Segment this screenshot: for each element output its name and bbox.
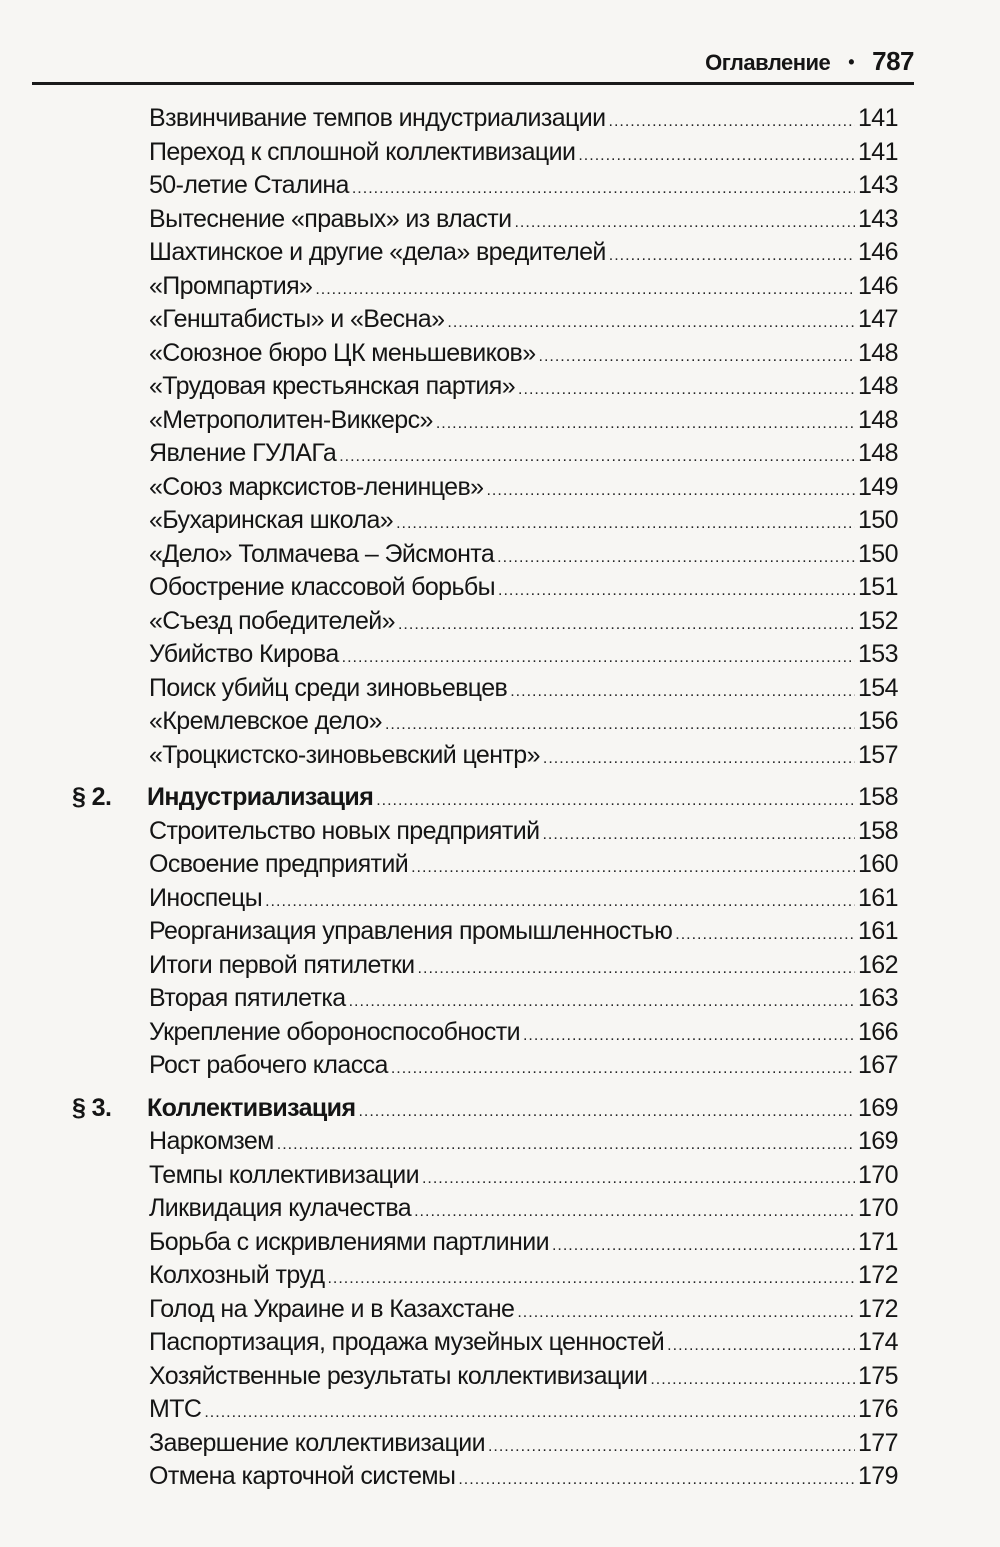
entry-page: 156: [858, 707, 898, 735]
entry-page: 161: [858, 883, 898, 912]
dot-leader: [414, 1195, 855, 1229]
entry-page: 149: [858, 472, 898, 501]
toc-entry[interactable]: [0, 1049, 1000, 1083]
dot-leader: [523, 1019, 855, 1053]
entry-title: Ликвидация кулачества: [149, 1194, 412, 1222]
toc-section-row[interactable]: [0, 781, 1000, 815]
toc-entry[interactable]: [0, 1427, 1000, 1461]
dot-leader: [518, 373, 855, 407]
entry-page: 172: [858, 1294, 898, 1323]
section-page: 158: [858, 783, 898, 811]
toc-entry[interactable]: [0, 1192, 1000, 1226]
entry-page: 146: [858, 271, 898, 300]
dot-leader: [315, 273, 855, 307]
entry-title: «Троцкистско-зиновьевский центр»: [149, 740, 540, 769]
toc-entry[interactable]: [0, 1360, 1000, 1394]
entry-page: 153: [858, 640, 898, 668]
entry-page: 148: [858, 439, 898, 467]
entry-title: Вытеснение «правых» из власти: [149, 204, 512, 233]
entry-page: 170: [858, 1194, 898, 1222]
dot-leader: [510, 675, 855, 709]
entry-title: Хозяйственные результаты коллективизации: [149, 1361, 648, 1390]
dot-leader: [349, 985, 855, 1019]
entry-page: 177: [858, 1428, 898, 1457]
toc-entry[interactable]: [0, 1393, 1000, 1427]
dot-leader: [422, 1162, 855, 1196]
entry-title: Завершение коллективизации: [149, 1428, 485, 1457]
section-number: § 2.: [72, 783, 112, 811]
dot-leader: [578, 139, 855, 173]
dot-leader: [458, 1463, 855, 1497]
entry-page: 148: [858, 405, 898, 434]
toc-entry[interactable]: [0, 672, 1000, 706]
toc-entry[interactable]: [0, 605, 1000, 639]
section-title: Индустриализация: [147, 783, 374, 811]
entry-page: 143: [858, 171, 898, 199]
dot-leader: [391, 1052, 855, 1086]
bullet-icon: •: [848, 52, 855, 72]
toc-entry[interactable]: [0, 949, 1000, 983]
entry-title: «Бухаринская школа»: [149, 506, 394, 534]
entry-title: «Промпартия»: [149, 271, 313, 300]
entry-page: 152: [858, 606, 898, 635]
entry-title: Иноспецы: [149, 883, 263, 912]
entry-title: Убийство Кирова: [149, 640, 339, 668]
entry-title: «Съезд победителей»: [149, 606, 395, 635]
dot-leader: [667, 1329, 855, 1363]
dot-leader: [675, 918, 855, 952]
entry-page: 148: [858, 372, 898, 400]
dot-leader: [543, 742, 855, 776]
entry-title: Рост рабочего класса: [149, 1051, 388, 1079]
entry-page: 158: [858, 816, 898, 845]
dot-leader: [277, 1128, 855, 1162]
toc-entry[interactable]: [0, 1159, 1000, 1193]
toc-entry[interactable]: [0, 1016, 1000, 1050]
dot-leader: [342, 641, 855, 675]
dot-leader: [650, 1363, 855, 1397]
toc-entry[interactable]: [0, 848, 1000, 882]
entry-title: «Союз марксистов-ленинцев»: [149, 472, 484, 501]
dot-leader: [488, 1430, 855, 1464]
entry-title: «Кремлевское дело»: [149, 707, 382, 735]
dot-leader: [436, 407, 855, 441]
header-title: Оглавление: [705, 50, 831, 75]
dot-leader: [398, 608, 855, 642]
section-page: 169: [858, 1093, 898, 1122]
page-number: 787: [872, 46, 914, 76]
toc-entry[interactable]: [0, 982, 1000, 1016]
toc-section-row[interactable]: [0, 1092, 1000, 1126]
toc-entry[interactable]: [0, 1293, 1000, 1327]
dot-leader: [539, 340, 856, 374]
toc-entry[interactable]: [0, 337, 1000, 371]
entry-page: 162: [858, 950, 898, 979]
entry-title: Паспортизация, продажа музейных ценностей: [149, 1328, 665, 1356]
toc-entry[interactable]: [0, 705, 1000, 739]
dot-leader: [411, 851, 855, 885]
entry-page: 169: [858, 1127, 898, 1155]
toc-entry[interactable]: [0, 915, 1000, 949]
entry-title: Наркомзем: [149, 1127, 274, 1155]
entry-title: «Метрополитен-Виккерс»: [149, 405, 433, 434]
entry-title: «Союзное бюро ЦК меньшевиков»: [149, 338, 536, 367]
toc-entry[interactable]: [0, 1460, 1000, 1494]
toc-entry[interactable]: [0, 638, 1000, 672]
entry-title: Укрепление обороноспособности: [149, 1017, 520, 1046]
section-number: § 3.: [72, 1093, 112, 1122]
toc-entry[interactable]: [0, 169, 1000, 203]
entry-title: 50-летие Сталина: [149, 171, 349, 199]
entry-title: Взвинчивание темпов индустриализации: [149, 104, 606, 132]
toc-entry[interactable]: [0, 1226, 1000, 1260]
toc-entry[interactable]: [0, 437, 1000, 471]
entry-page: 143: [858, 204, 898, 233]
entry-title: Явление ГУЛАГа: [149, 439, 337, 467]
entry-page: 150: [858, 539, 898, 568]
toc-entry[interactable]: [0, 538, 1000, 572]
toc-entry[interactable]: [0, 303, 1000, 337]
entry-title: «Генштабисты» и «Весна»: [149, 305, 445, 333]
entry-title: Обострение классовой борьбы: [149, 573, 495, 601]
dot-leader: [486, 474, 855, 508]
dot-leader: [609, 239, 855, 273]
dot-leader: [552, 1229, 855, 1263]
toc-entry[interactable]: [0, 404, 1000, 438]
entry-page: 147: [858, 305, 898, 333]
toc-entry[interactable]: [0, 882, 1000, 916]
dot-leader: [517, 1296, 855, 1330]
toc-entry[interactable]: [0, 236, 1000, 270]
entry-title: «Дело» Толмачева – Эйсмонта: [149, 539, 495, 568]
entry-title: Поиск убийц среди зиновьевцев: [149, 673, 508, 702]
entry-title: Темпы коллективизации: [149, 1160, 419, 1189]
entry-title: МТС: [149, 1395, 202, 1423]
toc-entry[interactable]: [0, 136, 1000, 170]
dot-leader: [514, 206, 855, 240]
entry-page: 154: [858, 673, 898, 702]
dot-leader: [352, 172, 855, 206]
entry-page: 179: [858, 1462, 898, 1490]
dot-leader: [327, 1262, 855, 1296]
entry-page: 175: [858, 1361, 898, 1390]
dot-leader: [204, 1396, 855, 1430]
dot-leader: [396, 507, 855, 541]
entry-page: 161: [858, 917, 898, 945]
dot-leader: [498, 574, 855, 608]
entry-page: 172: [858, 1261, 898, 1289]
entry-title: Шахтинское и другие «дела» вредителей: [149, 238, 606, 266]
entry-page: 141: [858, 137, 898, 166]
entry-title: Вторая пятилетка: [149, 984, 346, 1012]
entry-page: 160: [858, 850, 898, 878]
entry-page: 148: [858, 338, 898, 367]
entry-title: Переход к сплошной коллективизации: [149, 137, 576, 166]
entry-title: Освоение предприятий: [149, 850, 409, 878]
entry-title: Борьба с искривлениями партлинии: [149, 1227, 549, 1256]
table-of-contents: [0, 102, 1000, 1494]
toc-entry[interactable]: [0, 571, 1000, 605]
toc-entry[interactable]: [0, 504, 1000, 538]
dot-leader: [385, 708, 855, 742]
entry-page: 150: [858, 506, 898, 534]
entry-title: «Трудовая крестьянская партия»: [149, 372, 516, 400]
entry-title: Колхозный труд: [149, 1261, 325, 1289]
entry-page: 163: [858, 984, 898, 1012]
dot-leader: [376, 784, 855, 818]
entry-title: Строительство новых предприятий: [149, 816, 540, 845]
running-header: [32, 46, 914, 85]
entry-page: 176: [858, 1395, 898, 1423]
toc-entry[interactable]: [0, 739, 1000, 773]
entry-page: 157: [858, 740, 898, 769]
entry-page: 167: [858, 1051, 898, 1079]
dot-leader: [609, 105, 855, 139]
toc-entry[interactable]: [0, 471, 1000, 505]
toc-entry[interactable]: [0, 102, 1000, 136]
entry-page: 170: [858, 1160, 898, 1189]
entry-title: Итоги первой пятилетки: [149, 950, 415, 979]
dot-leader: [358, 1095, 855, 1129]
toc-entry[interactable]: [0, 1259, 1000, 1293]
toc-entry[interactable]: [0, 203, 1000, 237]
entry-title: Отмена карточной системы: [149, 1462, 456, 1490]
toc-entry[interactable]: [0, 370, 1000, 404]
entry-title: Реорганизация управления промышленностью: [149, 917, 673, 945]
toc-entry[interactable]: [0, 815, 1000, 849]
header-right: [705, 46, 914, 77]
dot-leader: [339, 440, 855, 474]
dot-leader: [418, 952, 855, 986]
entry-title: Голод на Украине и в Казахстане: [149, 1294, 515, 1323]
entry-page: 146: [858, 238, 898, 266]
entry-page: 141: [858, 104, 898, 132]
entry-page: 171: [858, 1227, 898, 1256]
entry-page: 174: [858, 1328, 898, 1356]
dot-leader: [497, 541, 855, 575]
section-title: Коллективизация: [147, 1093, 356, 1122]
toc-entry[interactable]: [0, 270, 1000, 304]
toc-entry[interactable]: [0, 1125, 1000, 1159]
dot-leader: [265, 885, 855, 919]
dot-leader: [542, 818, 855, 852]
toc-entry[interactable]: [0, 1326, 1000, 1360]
dot-leader: [447, 306, 855, 340]
entry-page: 151: [858, 573, 898, 601]
entry-page: 166: [858, 1017, 898, 1046]
